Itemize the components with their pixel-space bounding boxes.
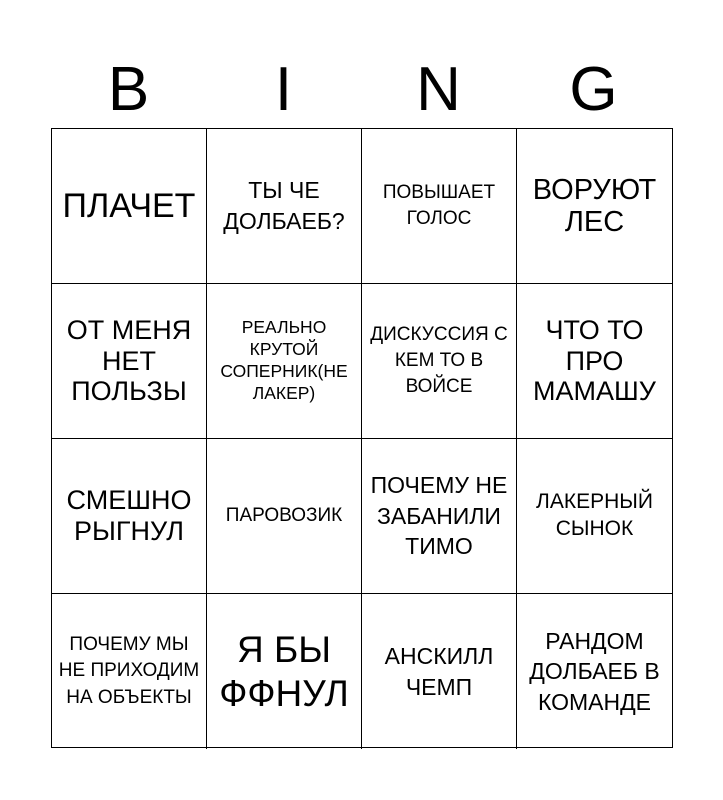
header-letter-n: N [416,55,461,124]
bingo-cell-text: АНСКИЛЛ ЧЕМП [384,642,494,700]
bingo-cell-r1c3[interactable] [362,129,517,284]
bingo-cell-r2c4[interactable] [517,284,672,439]
bingo-cell-text: Я БЫ ФФНУЛ [219,628,349,714]
bingo-cell-text: ТЫ ЧЕ ДОЛБАЕБ? [223,177,345,234]
bingo-cell-r1c1[interactable] [52,129,207,284]
header-letter-g: G [569,55,618,124]
bingo-cell-text: ВОРУЮТ ЛЕС [532,173,657,238]
bingo-board [51,128,673,748]
bingo-cell-r1c2[interactable] [207,129,362,284]
header-letter-b: B [107,55,150,124]
bingo-cell-text: ОТ МЕНЯ НЕТ ПОЛЬЗЫ [66,314,192,407]
bingo-cell-r2c1[interactable] [52,284,207,439]
bingo-cell-text: ПЛАЧЕТ [62,186,196,225]
bingo-cell-text: РЕАЛЬНО КРУТОЙ СОПЕРНИК(НЕ ЛАКЕР) [220,317,348,403]
bingo-cell-r2c3[interactable] [362,284,517,439]
bingo-cell-text: ДИСКУССИЯ С КЕМ ТО В ВОЙСЕ [370,323,508,398]
bingo-cell-r3c4[interactable] [517,439,672,594]
bingo-cell-text: ПОЧЕМУ МЫ НЕ ПРИХОДИМ НА ОБЪЕКТЫ [58,634,200,708]
bingo-cell-r4c2[interactable] [207,594,362,749]
bingo-cell-r4c3[interactable] [362,594,517,749]
bingo-cell-r4c1[interactable] [52,594,207,749]
header-letter-i: I [274,55,293,124]
bingo-cell-r3c2[interactable] [207,439,362,594]
bingo-cell-text: СМЕШНО РЫГНУЛ [66,485,192,546]
bingo-cell-text: ПОЧЕМУ НЕ ЗАБАНИЛИ ТИМО [370,472,508,560]
bingo-cell-text: ЛАКЕРНЫЙ СЫНОК [536,490,653,540]
bingo-cell-r3c1[interactable] [52,439,207,594]
bingo-cell-text: РАНДОМ ДОЛБАЕБ В КОМАНДЕ [529,627,660,715]
bingo-cell-text: ЧТО ТО ПРО МАМАШУ [533,314,656,407]
bingo-cell-r1c4[interactable] [517,129,672,284]
bingo-header [51,52,671,128]
bingo-cell-text: ПАРОВОЗИК [225,504,343,526]
bingo-cell-r3c3[interactable] [362,439,517,594]
bingo-cell-text: ПОВЫШАЕТ ГОЛОС [382,181,496,229]
bingo-cell-r2c2[interactable] [207,284,362,439]
bingo-cell-r4c4[interactable] [517,594,672,749]
